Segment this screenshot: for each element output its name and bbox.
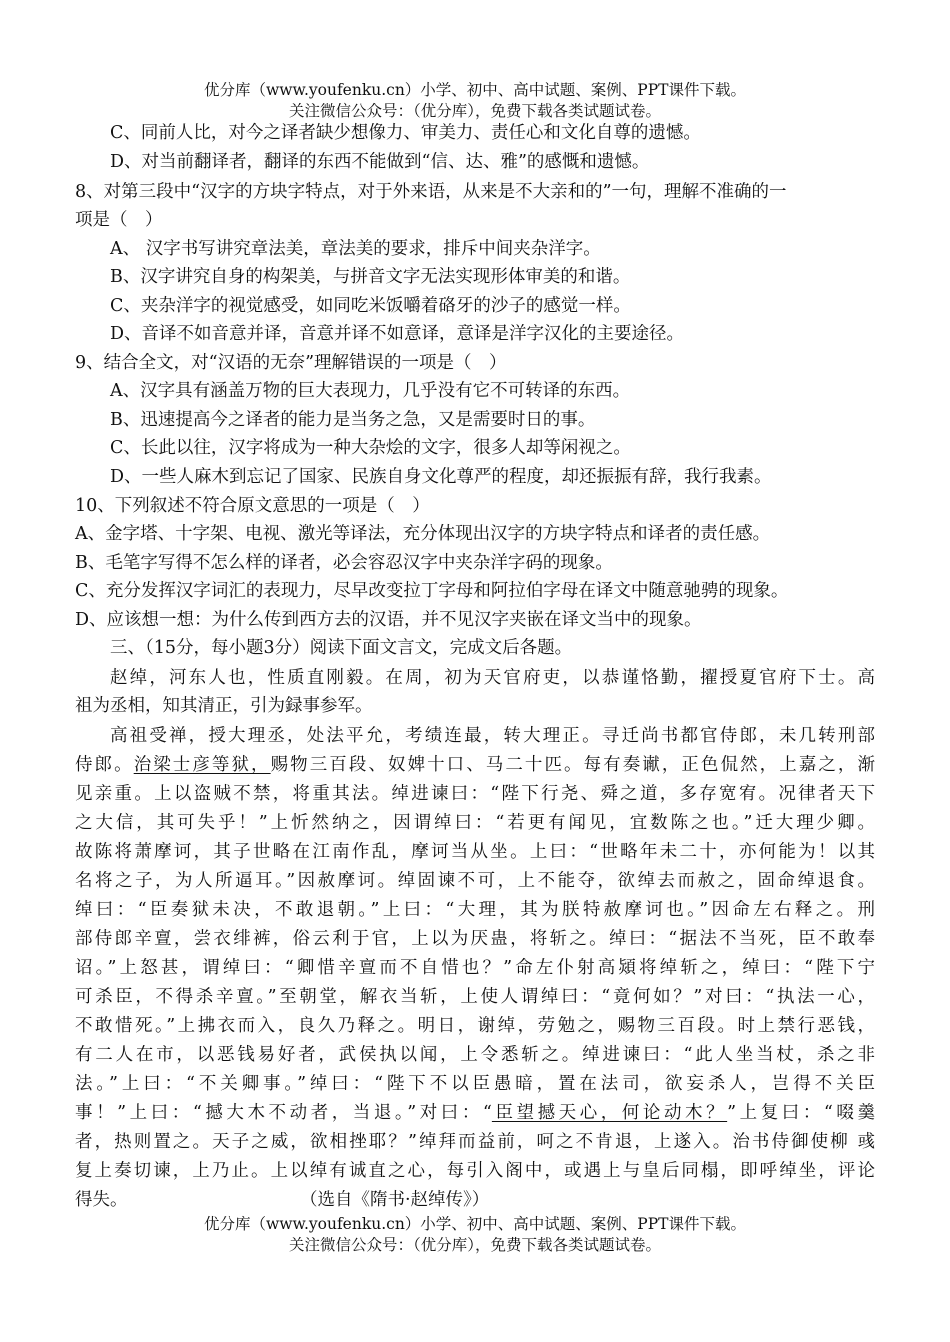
q8-option-a: A、 汉字书写讲究章法美，章法美的要求，排斥中间夹杂洋字。: [110, 239, 601, 259]
q9-stem: 9、结合全文，对“汉语的无奈”理解错误的一项是（ ）: [75, 353, 507, 373]
passage-p1-line-2: 祖为丞相，知其清正，引为録事参军。: [75, 696, 373, 716]
q8-stem-line-1: 8、对第三段中“汉字的方块字特点，对于外来语，从来是不大亲和的”一句，理解不准确的一: [75, 182, 787, 202]
footer-line-2: 关注微信公众号：（优分库），免费下载各类试题试卷。: [288, 1236, 661, 1254]
q8-stem-line-2: 项是（ ）: [75, 210, 163, 230]
passage-text: 事！”上曰：“撼大木不动者，当退。”对曰：“: [75, 1103, 492, 1123]
passage-p2-line-12: 有二人在市，以恶钱易好者，武侯执以闻，上令悉斩之。绰进谏曰：“此人坐当杖，杀之非: [75, 1045, 875, 1065]
q9-option-a: A、汉字具有涵盖万物的巨大表现力，几乎没有它不可转译的东西。: [110, 381, 631, 401]
underlined-phrase: 臣望撼天心，何论动木？: [491, 1103, 728, 1123]
passage-p2-line-6: 名将之子，为人所逼耳。”因赦摩诃。绰固谏不可，上不能夺，欲绰去而赦之，固命绰退食。: [75, 871, 875, 891]
passage-text: ”上复曰：“啜羹: [727, 1103, 875, 1123]
passage-p2-line-15: 者，热则置之。天子之威，欲相挫耶？”绰拜而益前，呵之不肯退，上遂入。治书侍御使柳 彧: [75, 1132, 875, 1152]
passage-p2-line-4: 之大信，其可失乎！”上忻然纳之，因谓绰曰：“若更有闻见，宜数陈之也。”迁大理少卿。: [75, 813, 875, 833]
passage-p2-line-2: [75, 753, 875, 777]
header-line-2: 关注微信公众号：（优分库），免费下载各类试题试卷。: [288, 102, 661, 120]
passage-p2-line-10: 可杀臣，不得杀辛亶。”至朝堂，解衣当斩，上使人谓绰曰：“竟何如？”对曰：“执法一心，: [75, 987, 875, 1007]
passage-p2-line-14: [75, 1101, 875, 1125]
header-line-1: 优分库（www.youfenku.cn）小学、初中、高中试题、案例、PPT课件下载。: [203, 81, 747, 99]
passage-p2-line-17: 得失。: [75, 1190, 128, 1210]
passage-p2-line-13: 法。”上曰：“不关卿事。”绰曰：“陛下不以臣愚暗，置在法司，欲妄杀人，岂得不关臣: [75, 1074, 875, 1094]
passage-p2-line-1: 高祖受禅，授大理丞，处法平允，考绩连最，转大理正。寻迁尚书都官侍郎，未几转刑部: [110, 726, 875, 746]
section-3-heading: 三、（15分，每小题3分）阅读下面文言文，完成文后各题。: [110, 638, 573, 658]
passage-p2-line-7: 绰曰：“臣奏狱未决，不敢退朝。”上曰：“大理，其为朕特赦摩诃也。”因命左右释之。刑: [75, 900, 875, 920]
source-citation: （选自《隋书·赵绰传》）: [300, 1190, 490, 1210]
q10-option-d: D、应该想一想：为什么传到西方去的汉语，并不见汉字夹嵌在译文当中的现象。: [75, 610, 702, 630]
underlined-phrase: 治梁士彦等狱，: [133, 755, 271, 775]
passage-p1-line-1: 赵绰，河东人也，性质直刚毅。在周，初为天官府吏，以恭谨恪勤，擢授夏官府下士。高: [110, 668, 875, 688]
q10-option-c: C、充分发挥汉字词汇的表现力，尽早改变拉丁字母和阿拉伯字母在译文中随意驰骋的现象。: [75, 581, 789, 601]
q9-option-d: D、一些人麻木到忘记了国家、民族自身文化尊严的程度，却还振振有辞，我行我素。: [110, 467, 772, 487]
q9-option-b: B、迅速提高今之译者的能力是当务之急，又是需要时日的事。: [110, 410, 596, 430]
passage-p2-line-8: 部侍郎辛亶，尝衣绯裤，俗云利于官，上以为厌蛊，将斩之。绰曰：“据法不当死，臣不敢奉: [75, 929, 875, 949]
q7-option-c: C、同前人比，对今之译者缺少想像力、审美力、责任心和文化自尊的遗憾。: [110, 123, 701, 143]
passage-p2-line-5: 故陈将萧摩诃，其子世略在江南作乱，摩诃当从坐。上曰：“世略年未二十，亦何能为！以其: [75, 842, 875, 862]
passage-p2-line-11: 不敢惜死。”上拂衣而入，良久乃释之。明日，谢绰，劳勉之，赐物三百段。时上禁行恶钱，: [75, 1016, 875, 1036]
passage-text: 赐物三百段、奴婢十口、马二十匹。每有奏谳，正色侃然，上嘉之，渐: [270, 755, 875, 775]
q10-stem: 10、下列叙述不符合原文意思的一项是（ ）: [75, 496, 430, 516]
q10-option-b: B、毛笔字写得不怎么样的译者，必会容忍汉字中夹杂洋字码的现象。: [75, 553, 613, 573]
passage-p2-line-3: 见亲重。上以盗贼不禁，将重其法。绰进谏曰：“陛下行尧、舜之道，多存宽宥。况律者天下: [75, 784, 875, 804]
q8-option-c: C、夹杂洋字的视觉感受，如同吃米饭嚼着硌牙的沙子的感觉一样。: [110, 296, 631, 316]
footer-line-1: 优分库（www.youfenku.cn）小学、初中、高中试题、案例、PPT课件下载。: [203, 1215, 747, 1233]
q8-option-d: D、音译不如音意并译，音意并译不如意译，意译是洋字汉化的主要途径。: [110, 324, 685, 344]
q10-option-a: A、金字塔、十字架、电视、激光等译法，充分体现出汉字的方块字特点和译者的责任感。: [75, 524, 771, 544]
passage-p2-line-9: 诏。”上怒甚，谓绰曰：“卿惜辛亶而不自惜也？”命左仆射高熲将绰斩之，绰曰：“陛下宁: [75, 958, 875, 978]
passage-text: 侍郎。: [75, 755, 134, 775]
q9-option-c: C、长此以往，汉字将成为一种大杂烩的文字，很多人却等闲视之。: [110, 438, 631, 458]
q7-option-d: D、对当前翻译者，翻译的东西不能做到“信、达、雅”的感慨和遗憾。: [110, 152, 650, 172]
passage-p2-line-16: 复上奏切谏，上乃止。上以绰有诚直之心，每引入阁中，或遇上与皇后同榻，即呼绰坐，评论: [75, 1161, 875, 1181]
q8-option-b: B、汉字讲究自身的构架美，与拼音文字无法实现形体审美的和谐。: [110, 267, 631, 287]
